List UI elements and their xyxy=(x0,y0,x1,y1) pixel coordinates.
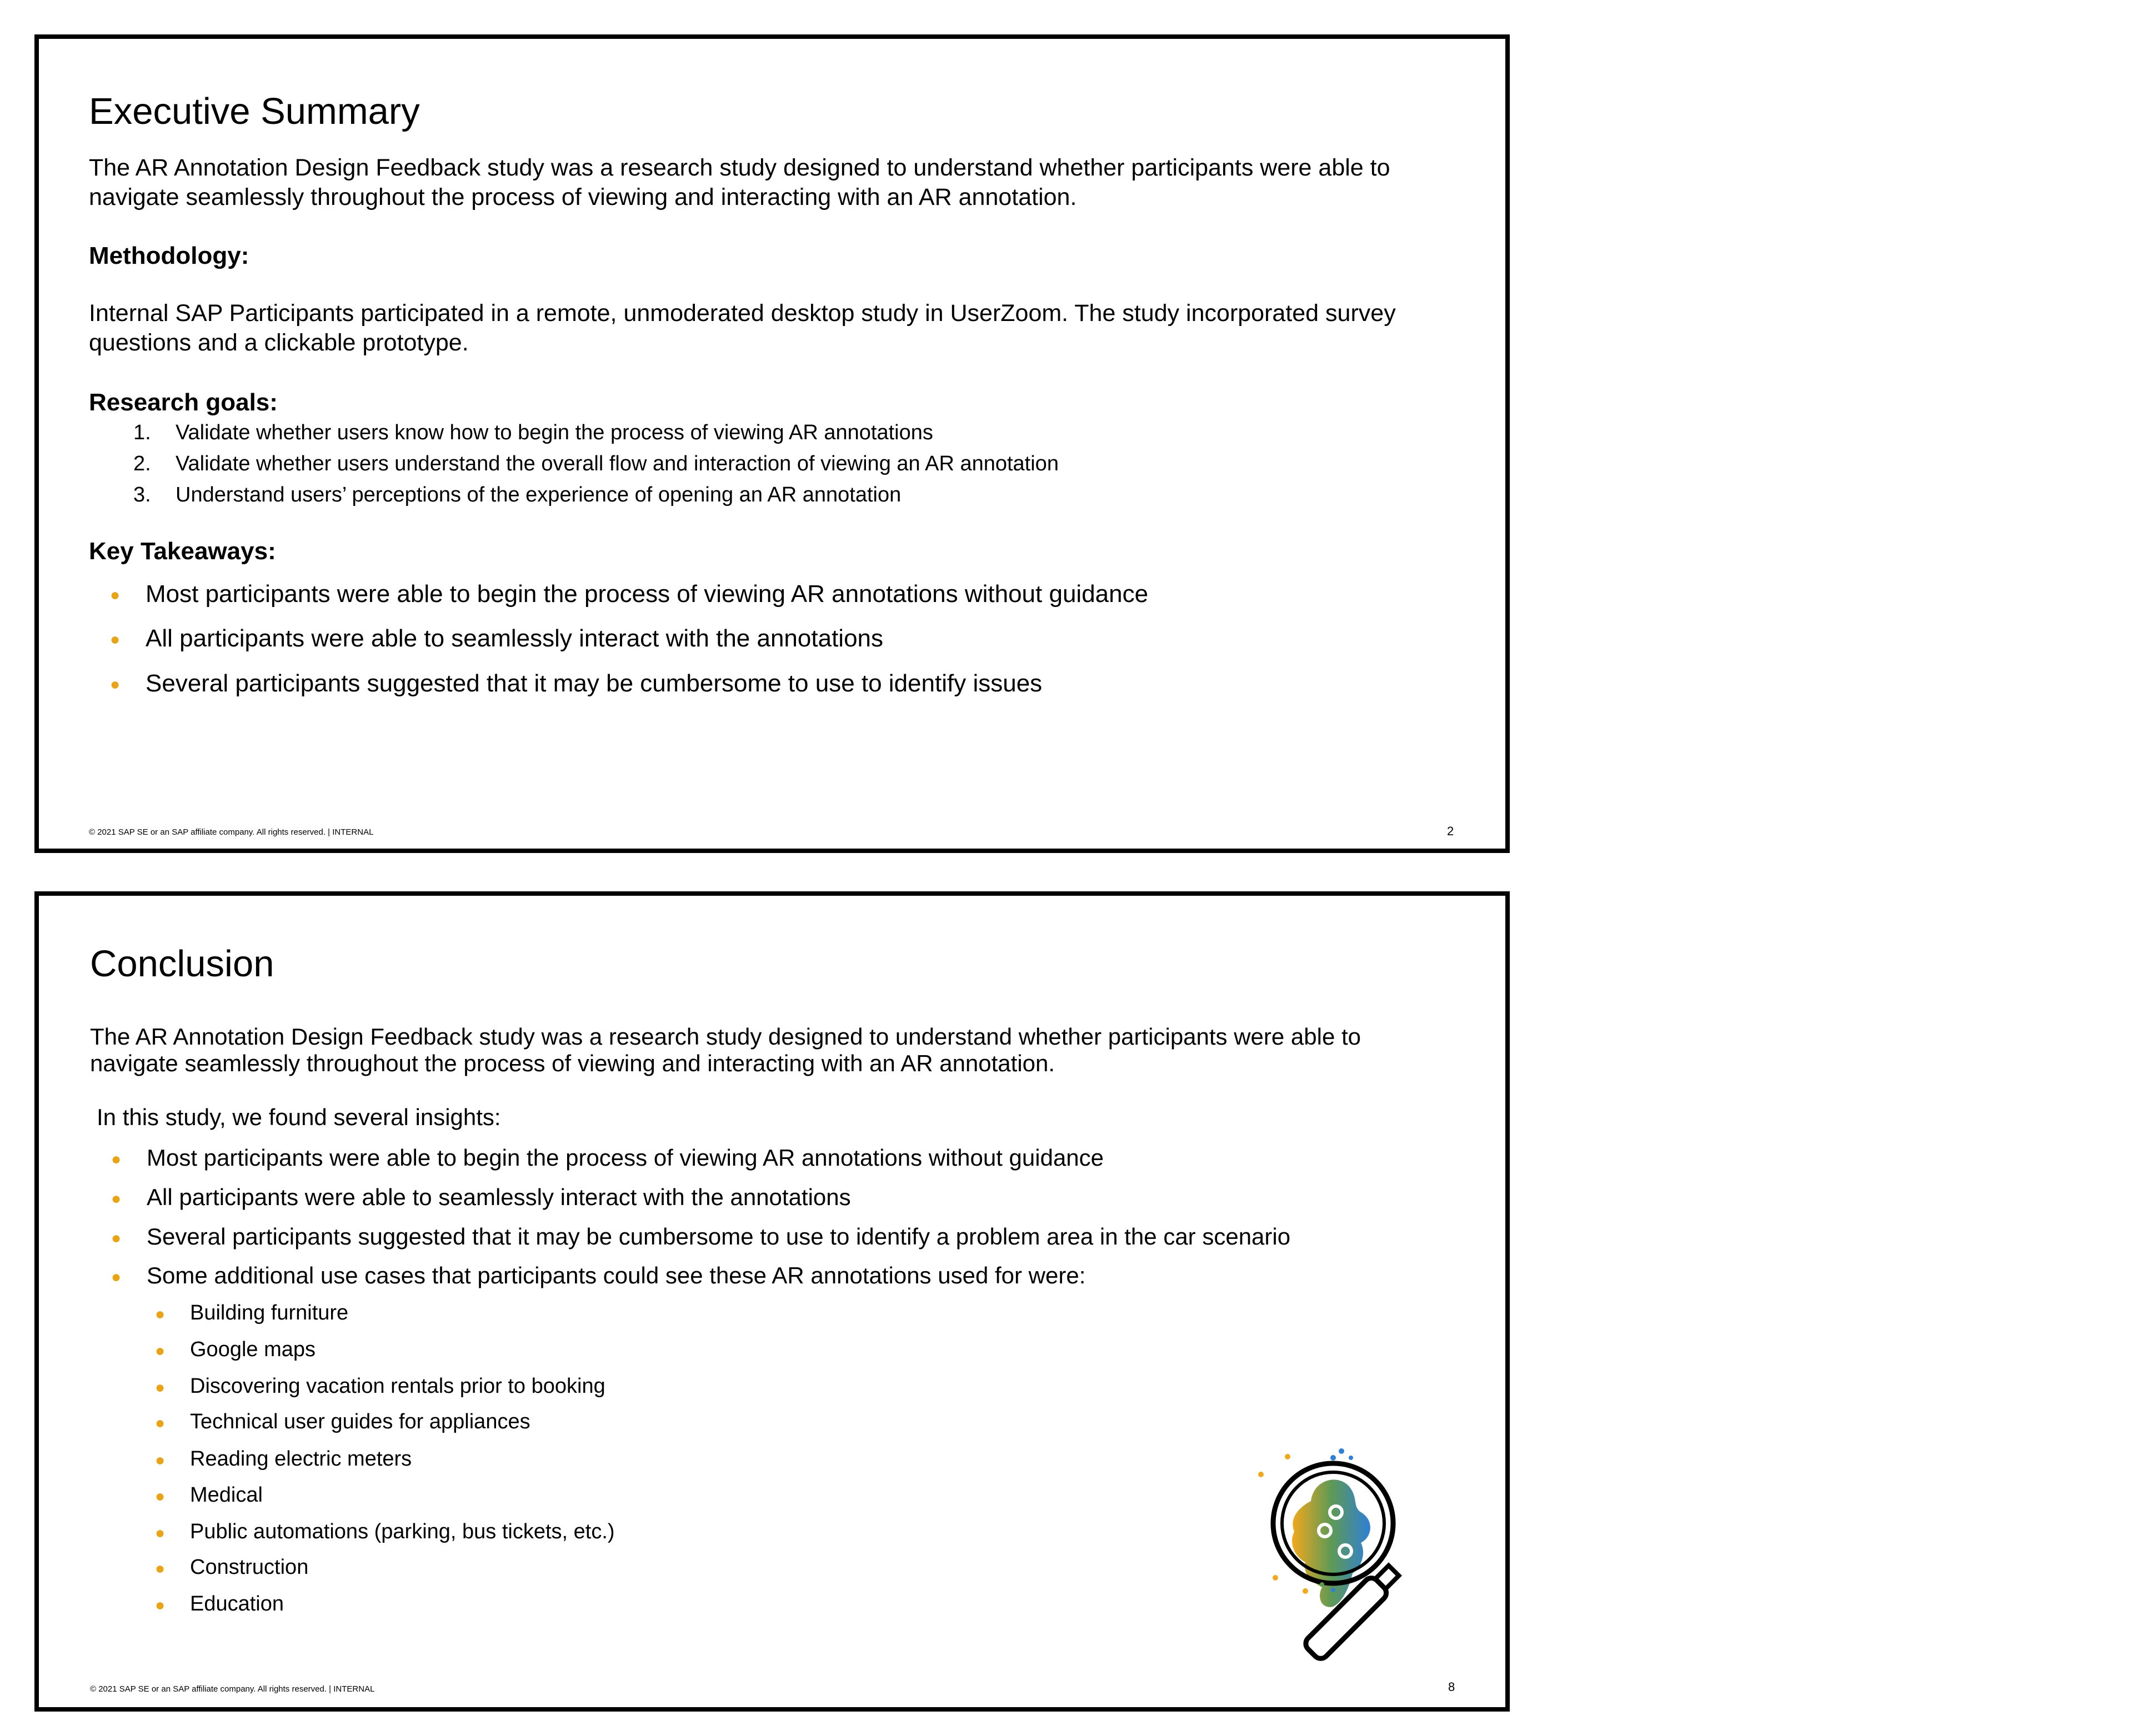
bullet-dot-icon: ● xyxy=(111,1268,122,1286)
methodology-heading: Methodology: xyxy=(89,242,249,269)
sub-bullet-dot-icon: ● xyxy=(155,1414,166,1432)
sub-bullet-dot-icon: ● xyxy=(155,1559,166,1578)
use-case-item: Discovering vacation rentals prior to booking xyxy=(190,1374,605,1398)
use-case-item: Public automations (parking, bus tickets, etc.) xyxy=(190,1520,615,1543)
insight-item: Several participants suggested that it may be cumbersome to use to identify a problem area in the car scenario xyxy=(147,1223,1291,1250)
bullet-dot-icon: ● xyxy=(110,586,121,604)
takeaway-item: Several participants suggested that it may be cumbersome to use to identify issues xyxy=(146,670,1043,697)
footer-copyright: © 2021 SAP SE or an SAP affiliate company. All rights reserved. | INTERNAL xyxy=(89,827,374,837)
slide-executive-summary xyxy=(34,34,1510,853)
sub-bullet-dot-icon: ● xyxy=(155,1451,166,1469)
page-number: 8 xyxy=(1448,1680,1455,1694)
use-case-item: Reading electric meters xyxy=(190,1447,412,1471)
bullet-dot-icon: ● xyxy=(110,675,121,694)
methodology-paragraph: Internal SAP Participants participated in a remote, unmoderated desktop study in UserZoom. The study incorporated survey questions and a clickable prototype. xyxy=(89,300,1396,356)
use-case-item: Construction xyxy=(190,1556,309,1579)
slide-title: Executive Summary xyxy=(89,91,420,132)
takeaway-item: Most participants were able to begin the process of viewing AR annotations without guidance xyxy=(146,580,1149,608)
slide-conclusion xyxy=(34,891,1510,1712)
sub-bullet-dot-icon: ● xyxy=(155,1524,166,1542)
research-goal-item: 2. Validate whether users understand the overall flow and interaction of viewing an AR annotation xyxy=(133,452,1059,475)
research-goal-item: 1. Validate whether users know how to begin the process of viewing AR annotations xyxy=(133,421,933,444)
sub-bullet-dot-icon: ● xyxy=(155,1487,166,1506)
page-number: 2 xyxy=(1447,824,1454,838)
bullet-dot-icon: ● xyxy=(110,630,121,649)
key-takeaways-heading: Key Takeaways: xyxy=(89,538,276,565)
use-case-item: Building furniture xyxy=(190,1301,349,1324)
research-goals-heading: Research goals: xyxy=(89,389,278,416)
sub-bullet-dot-icon: ● xyxy=(155,1342,166,1360)
intro-paragraph: The AR Annotation Design Feedback study was a research study designed to understand whether participants were able to navigate seamlessly throughout the process of viewing and interacting with an AR annotation. xyxy=(90,1023,1361,1076)
use-case-item: Technical user guides for appliances xyxy=(190,1410,530,1433)
insight-item: Most participants were able to begin the process of viewing AR annotations without guidance xyxy=(147,1145,1104,1171)
insights-intro: In this study, we found several insights: xyxy=(97,1104,501,1130)
intro-paragraph: The AR Annotation Design Feedback study was a research study designed to understand whether participants were able to navigate seamlessly throughout the process of viewing and interacting with an AR annotation. xyxy=(89,154,1390,210)
sub-bullet-dot-icon: ● xyxy=(155,1378,166,1397)
use-case-item: Google maps xyxy=(190,1338,316,1361)
bullet-dot-icon: ● xyxy=(111,1229,122,1247)
takeaway-item: All participants were able to seamlessly interact with the annotations xyxy=(146,625,884,652)
insight-item: Some additional use cases that participants could see these AR annotations used for were: xyxy=(147,1262,1086,1288)
use-case-item: Medical xyxy=(190,1483,263,1507)
insight-item: All participants were able to seamlessly interact with the annotations xyxy=(147,1184,851,1210)
bullet-dot-icon: ● xyxy=(111,1190,122,1208)
sub-bullet-dot-icon: ● xyxy=(155,1596,166,1614)
research-goal-item: 3. Understand users’ perceptions of the experience of opening an AR annotation xyxy=(133,483,902,506)
use-case-item: Education xyxy=(190,1592,284,1615)
bullet-dot-icon: ● xyxy=(111,1150,122,1168)
footer-copyright: © 2021 SAP SE or an SAP affiliate company. All rights reserved. | INTERNAL xyxy=(90,1684,375,1694)
sub-bullet-dot-icon: ● xyxy=(155,1305,166,1323)
magnifying-glass-icon xyxy=(1255,1440,1466,1673)
slide-title: Conclusion xyxy=(90,943,274,985)
